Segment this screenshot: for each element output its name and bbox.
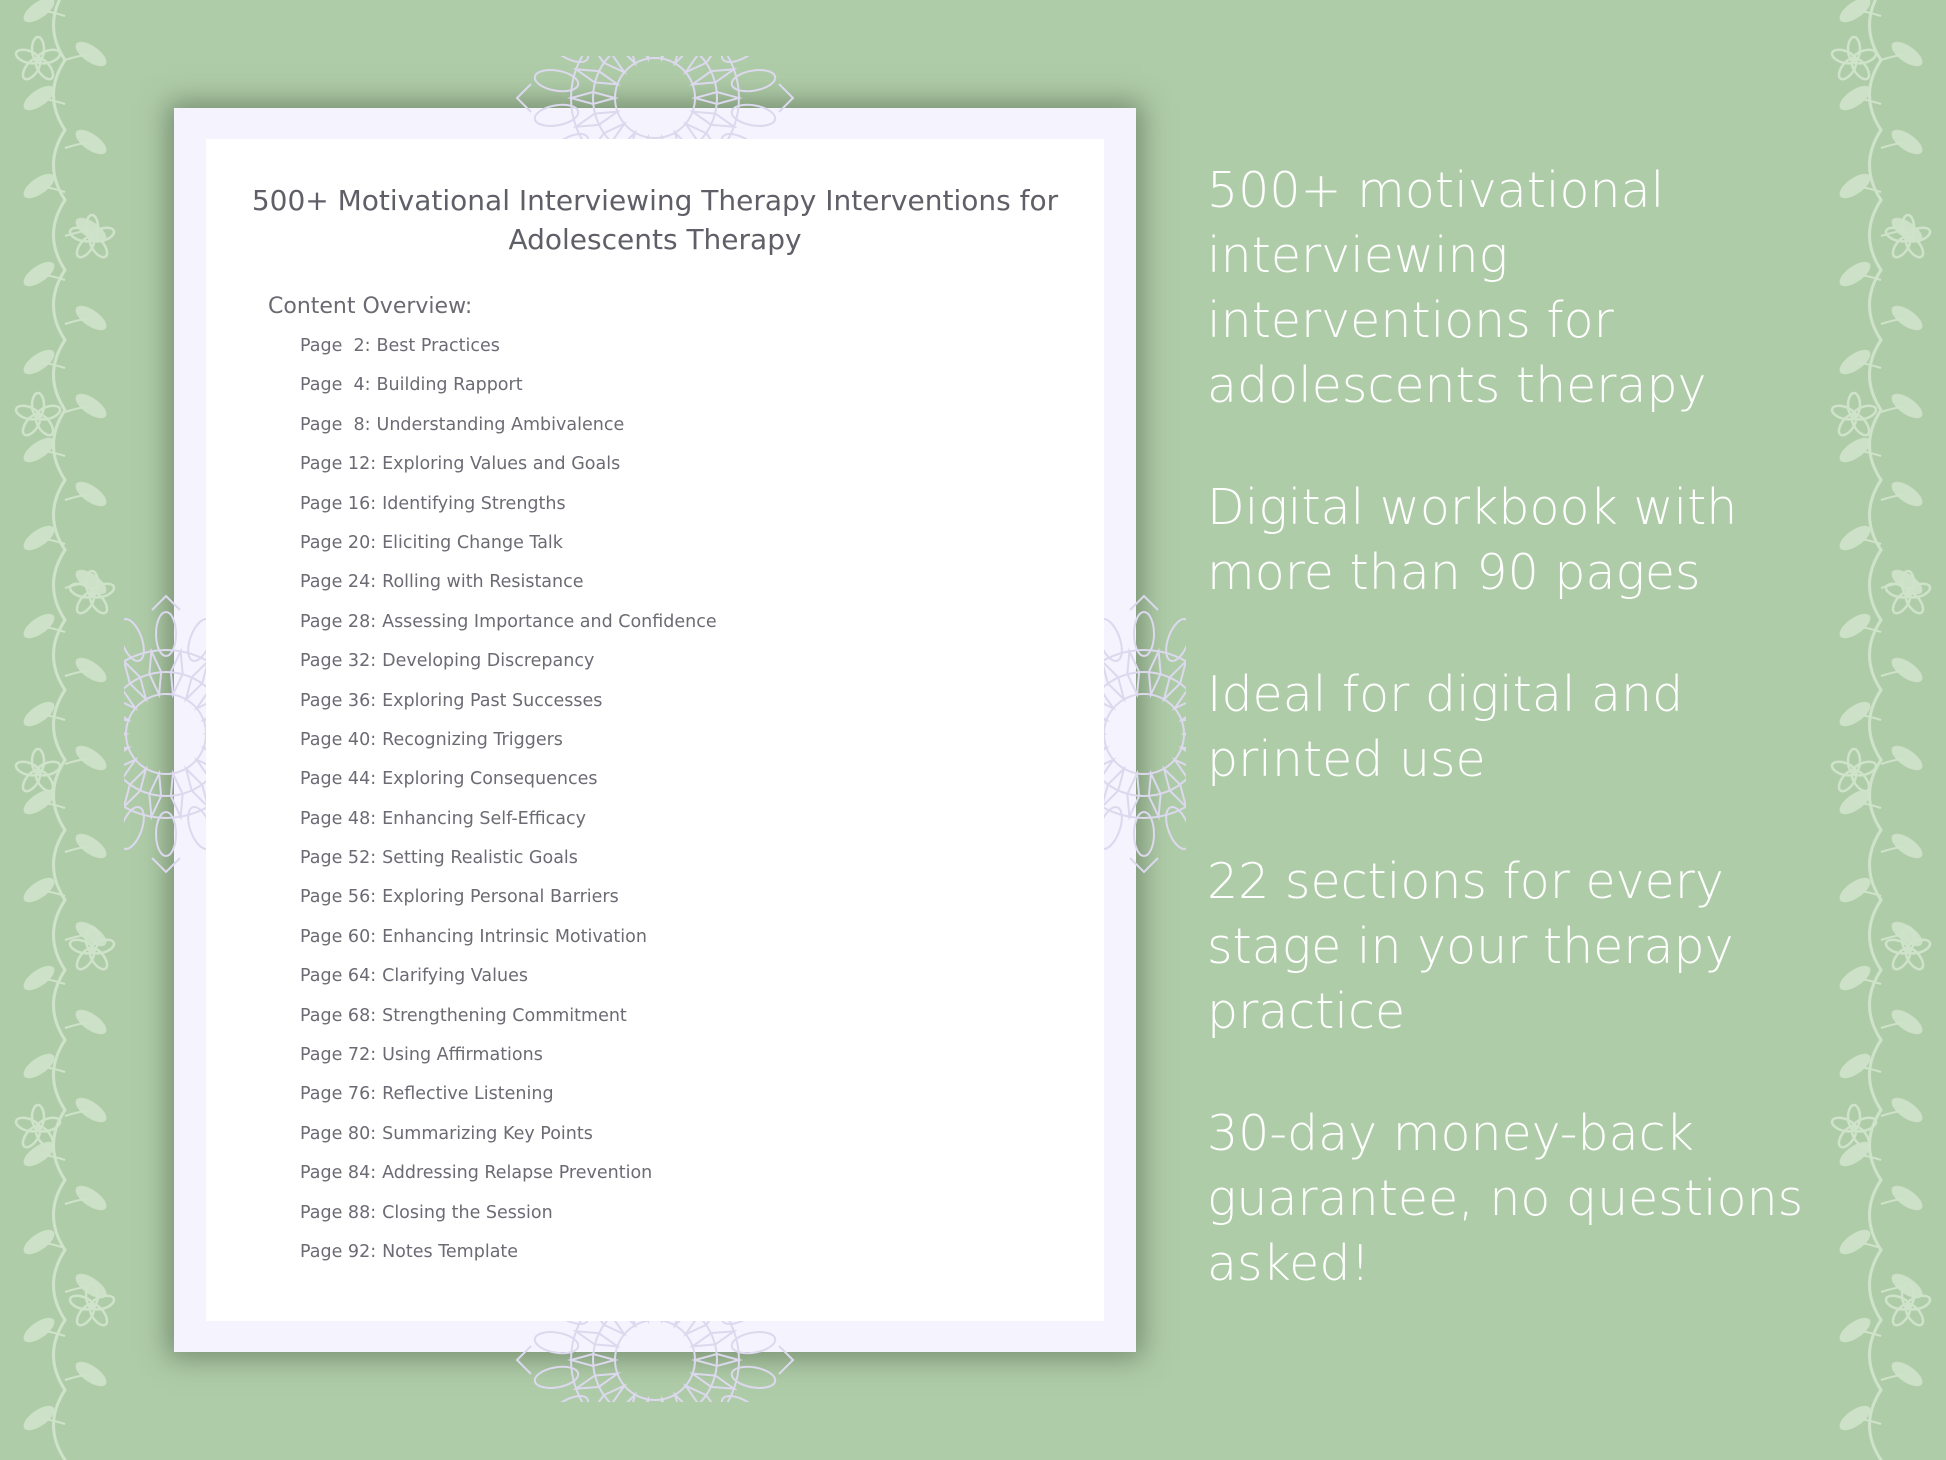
toc-item <box>300 453 717 492</box>
toc-item <box>300 1241 717 1280</box>
toc-page-number: Page 24: <box>300 572 377 593</box>
toc-item <box>300 1123 717 1162</box>
mandala-bottom-icon <box>513 1318 797 1402</box>
toc-section-title: Notes Template <box>382 1241 519 1262</box>
mandala-right-icon <box>1102 592 1186 876</box>
toc-section-title: Rolling with Resistance <box>382 572 584 593</box>
document-title: 500+ Motivational Interviewing Therapy Interventions for Adolescents Therapy <box>251 184 1059 256</box>
feature-item: 30-day money-back guarantee, no questions asked! <box>1207 1105 1804 1292</box>
toc-section-title: Assessing Importance and Confidence <box>382 611 717 632</box>
toc-page-number: Page 36: <box>300 690 377 711</box>
toc-item <box>300 729 717 768</box>
toc-page-number: Page 68: <box>300 1005 377 1026</box>
toc-page-number: Page 52: <box>300 848 377 869</box>
toc-section-title: Eliciting Change Talk <box>382 532 563 553</box>
toc-page-number: Page 8: <box>300 414 371 435</box>
toc-section-title: Clarifying Values <box>382 966 528 987</box>
feature-item: 500+ motivational interviewing interventions for adolescents therapy <box>1207 162 1707 414</box>
toc-page-number: Page 20: <box>300 532 377 553</box>
toc-section-title: Closing the Session <box>382 1202 553 1223</box>
toc-item <box>300 1005 717 1044</box>
toc-item <box>300 965 717 1004</box>
toc-section-title: Identifying Strengths <box>382 493 566 514</box>
toc-page-number: Page 4: <box>300 375 371 396</box>
toc-item <box>300 650 717 689</box>
toc-section-title: Recognizing Triggers <box>382 729 563 750</box>
toc-item <box>300 1162 717 1201</box>
toc-section-title: Summarizing Key Points <box>382 1123 593 1144</box>
feature-item: Ideal for digital and printed use <box>1207 666 1684 788</box>
toc-page-number: Page 32: <box>300 651 377 672</box>
toc-section-title: Best Practices <box>376 336 500 356</box>
feature-list <box>1207 158 1807 1353</box>
toc-page-number: Page 16: <box>300 493 377 514</box>
feature-item: 22 sections for every stage in your therapy practice <box>1207 853 1734 1040</box>
toc-page-number: Page 64: <box>300 966 377 987</box>
toc-item <box>300 768 717 807</box>
toc-item <box>300 1044 717 1083</box>
toc-page-number: Page 72: <box>300 1045 377 1066</box>
toc-section-title: Developing Discrepancy <box>382 651 595 672</box>
toc-section-title: Building Rapport <box>376 375 523 396</box>
toc-section-title: Setting Realistic Goals <box>382 848 578 869</box>
toc-item <box>300 886 717 925</box>
toc-section-title: Enhancing Self-Efficacy <box>382 808 586 829</box>
toc-item <box>300 374 717 413</box>
toc-heading: Content Overview: <box>268 294 473 319</box>
toc-page-number: Page 56: <box>300 887 377 908</box>
document-content <box>206 139 1104 1321</box>
floral-vine-right-icon <box>1816 0 1946 1460</box>
toc-section-title: Using Affirmations <box>382 1045 543 1066</box>
toc-item <box>300 1202 717 1241</box>
toc-page-number: Page 84: <box>300 1163 377 1184</box>
toc-item <box>300 926 717 965</box>
document-page <box>174 108 1136 1352</box>
toc-section-title: Understanding Ambivalence <box>376 414 625 435</box>
toc-item <box>300 808 717 847</box>
toc-section-title: Enhancing Intrinsic Motivation <box>382 926 647 947</box>
toc-page-number: Page 80: <box>300 1123 377 1144</box>
toc-section-title: Exploring Consequences <box>382 769 598 790</box>
toc-section-title: Addressing Relapse Prevention <box>382 1163 653 1184</box>
mandala-top-icon <box>513 56 797 140</box>
floral-vine-left-icon <box>0 0 130 1460</box>
toc-item <box>300 611 717 650</box>
toc-list <box>300 335 717 1280</box>
feature-item: Digital workbook with more than 90 pages <box>1207 479 1738 601</box>
mandala-left-icon <box>124 592 208 876</box>
toc-page-number: Page 92: <box>300 1241 377 1262</box>
toc-page-number: Page 60: <box>300 926 377 947</box>
toc-page-number: Page 48: <box>300 808 377 829</box>
toc-item <box>300 532 717 571</box>
toc-section-title: Exploring Personal Barriers <box>382 887 619 908</box>
toc-section-title: Exploring Past Successes <box>382 690 603 711</box>
toc-item <box>300 1083 717 1122</box>
toc-section-title: Exploring Values and Goals <box>382 454 621 475</box>
toc-item <box>300 335 717 374</box>
toc-page-number: Page 12: <box>300 454 377 475</box>
toc-page-number: Page 28: <box>300 611 377 632</box>
toc-item <box>300 414 717 453</box>
toc-item <box>300 690 717 729</box>
toc-page-number: Page 76: <box>300 1084 377 1105</box>
toc-page-number: Page 40: <box>300 729 377 750</box>
toc-item <box>300 571 717 610</box>
toc-page-number: Page 2: <box>300 336 371 356</box>
toc-item <box>300 847 717 886</box>
toc-section-title: Reflective Listening <box>382 1084 554 1105</box>
toc-page-number: Page 44: <box>300 769 377 790</box>
toc-item <box>300 493 717 532</box>
toc-page-number: Page 88: <box>300 1202 377 1223</box>
toc-section-title: Strengthening Commitment <box>382 1005 627 1026</box>
